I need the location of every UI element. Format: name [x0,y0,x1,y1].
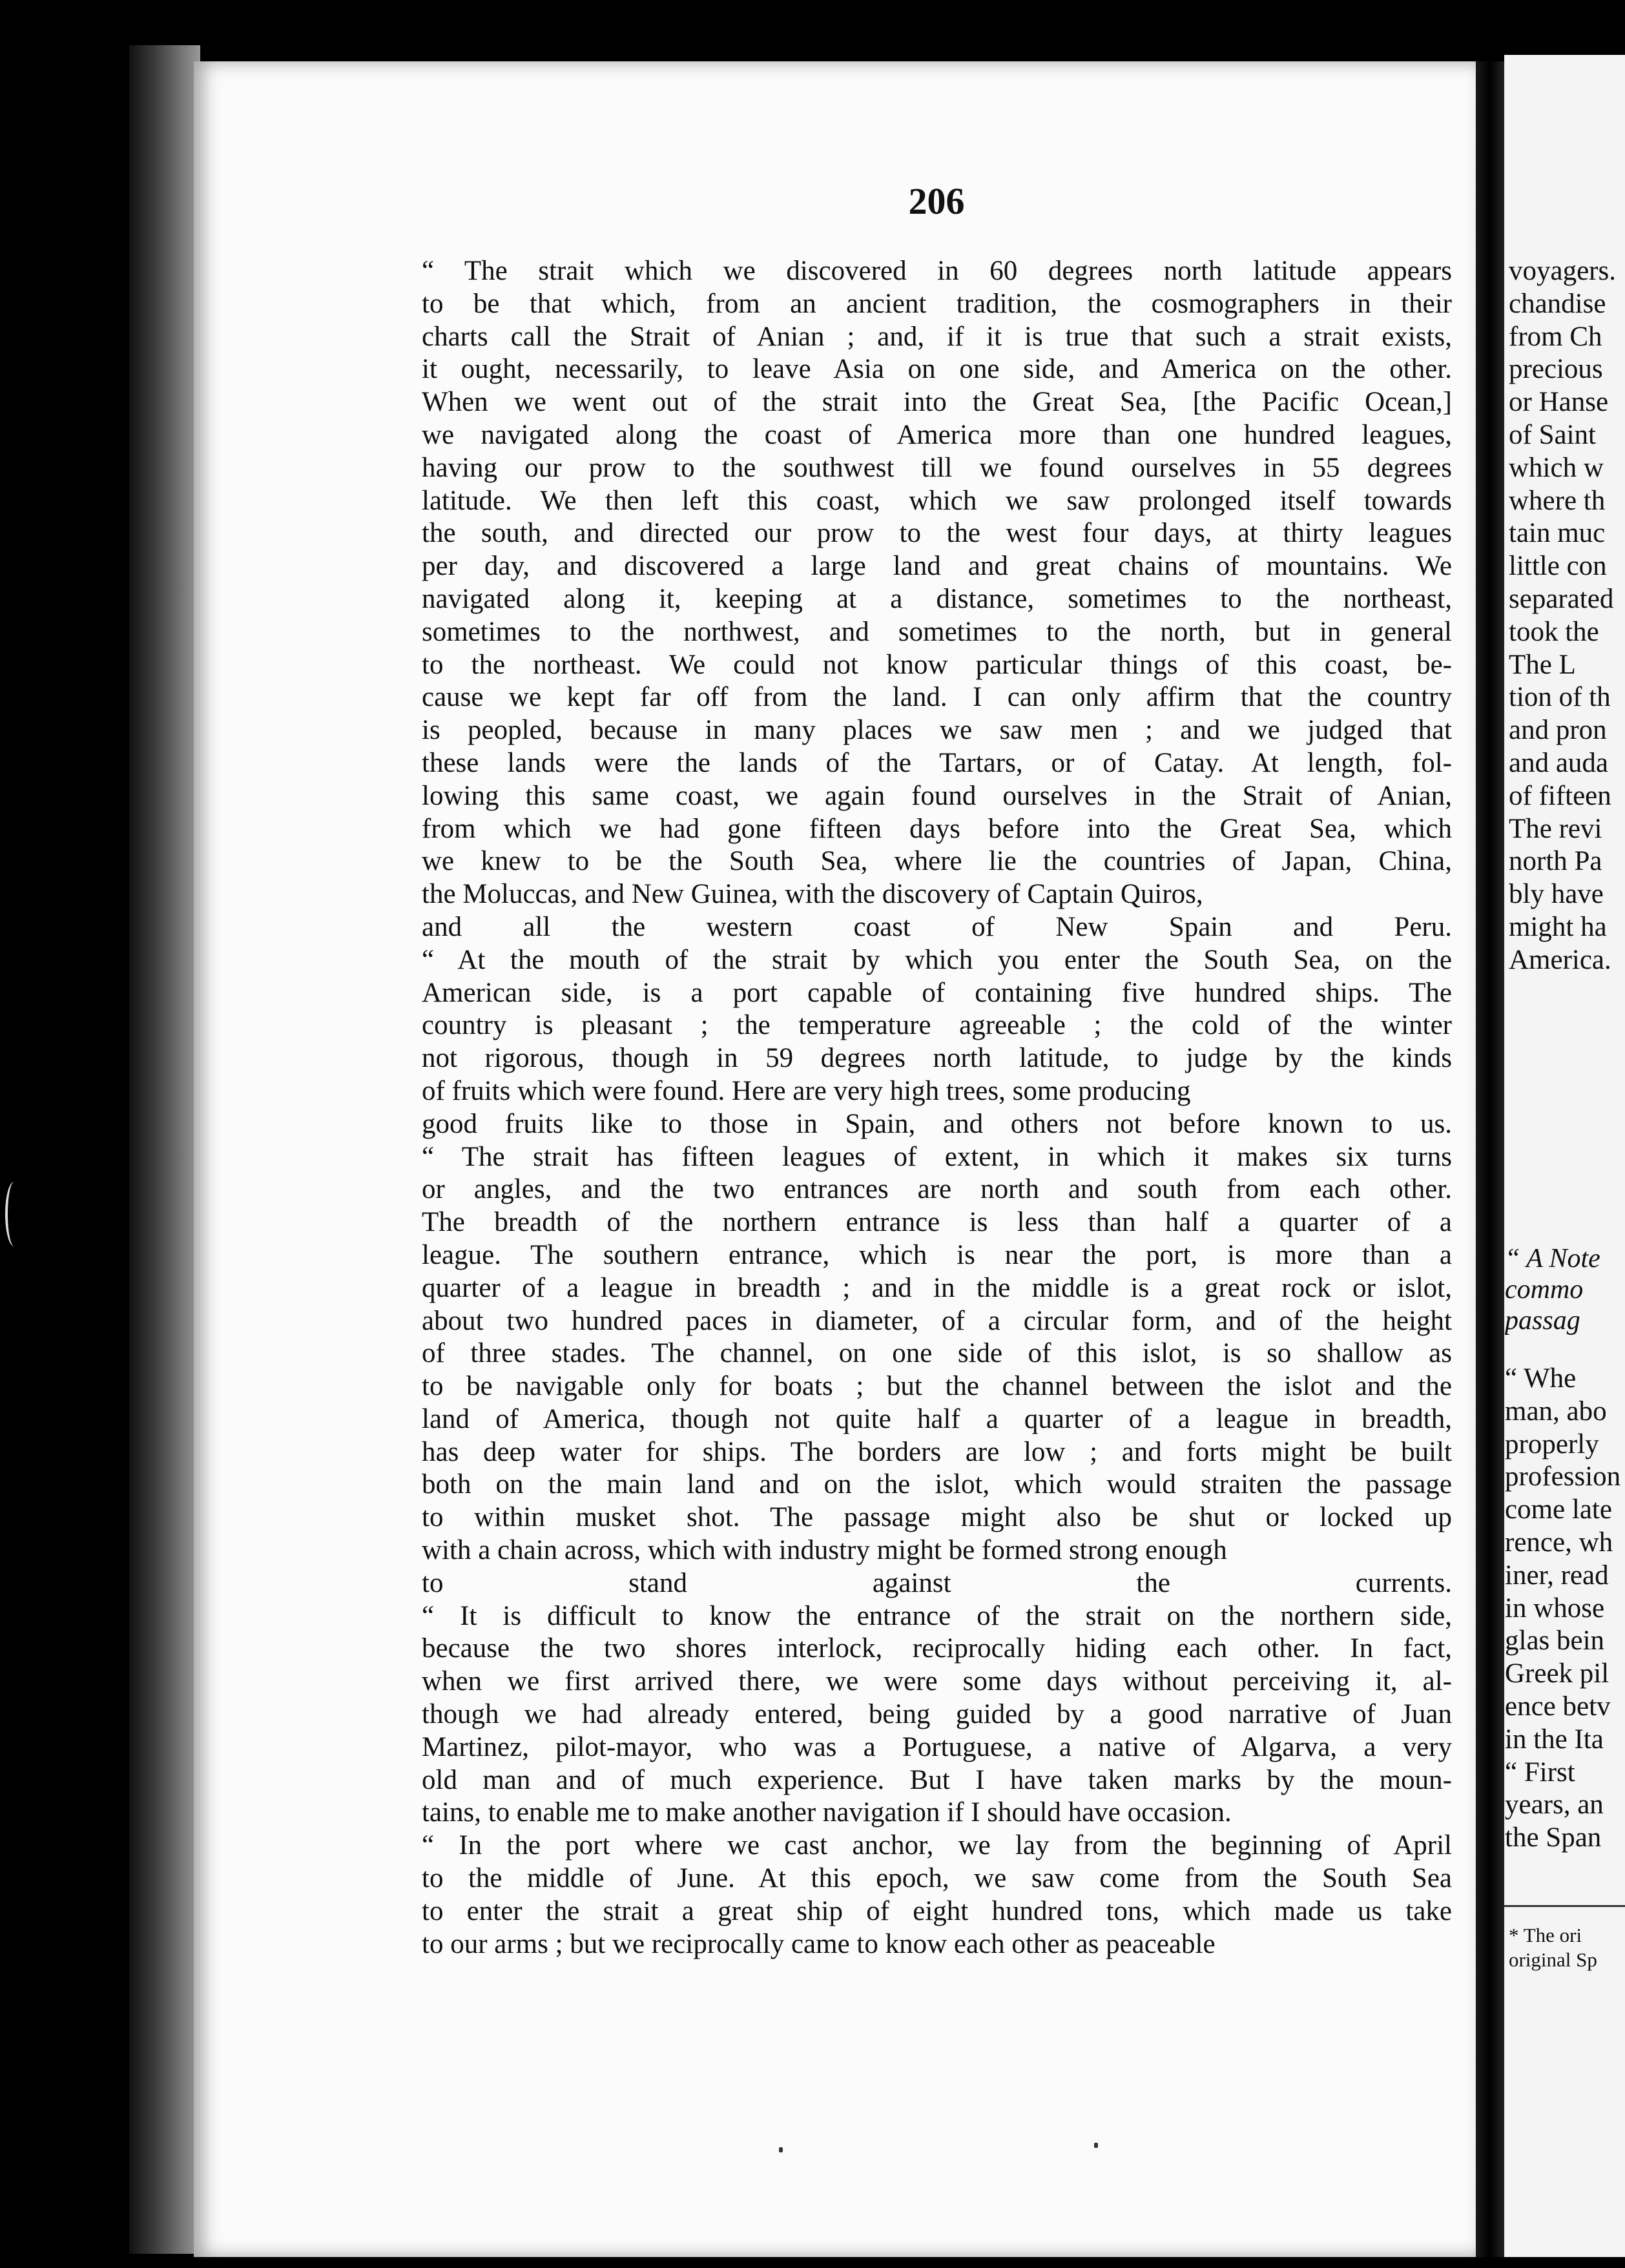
text-line: American side, is a port capable of containing five hundred ships. The [422,977,1452,1008]
note-body-line: in whose [1505,1593,1605,1624]
speck [779,2147,783,2152]
page-gutter [1476,61,1504,2257]
fragment-line: might ha [1509,911,1607,942]
text-line: when we first arrived there, we were some days without perceiving it, al- [422,1666,1452,1697]
fragment-line: precious [1509,354,1603,385]
text-line: Martinez, pilot-mayor, who was a Portuguese, a native of Algarva, a very [422,1731,1452,1762]
text-line: to the middle of June. At this epoch, we saw come from the South Sea [422,1863,1452,1894]
text-line: cause we kept far off from the land. I can only affirm that the country [422,682,1452,713]
text-line: charts call the Strait of Anian ; and, if it is true that such a strait exists, [422,321,1452,352]
main-text-block [422,255,1452,1961]
fragment-line: of fifteen [1509,780,1611,811]
fragment-line: tain muc [1509,518,1606,549]
note-heading-line: passag [1505,1306,1580,1335]
text-line: it ought, necessarily, to leave Asia on one side, and America on the other. [422,354,1452,385]
text-line: because the two shores interlock, reciprocally hiding each other. In fact, [422,1633,1452,1664]
fragment-line: or Hanse [1509,387,1609,418]
note-body-line: man, abo [1505,1396,1607,1427]
note-body-line: iner, read [1505,1560,1609,1591]
text-line: of fruits which were found. Here are very high trees, some producing [422,1075,1191,1106]
text-line: to stand against the currents. [422,1567,1452,1598]
footnote-rule [1504,1905,1625,1907]
fragment-line: north Pa [1509,846,1602,877]
text-line: though we had already entered, being guided by a good narrative of Juan [422,1699,1452,1730]
fragment-line: tion of th [1509,682,1611,713]
text-line: or angles, and the two entrances are north and south from each other. [422,1174,1452,1205]
text-line: we knew to be the South Sea, where lie the countries of Japan, China, [422,846,1452,877]
fragment-line: from Ch [1509,321,1602,352]
note-heading-line: commo [1505,1275,1584,1304]
text-line: When we went out of the strait into the Great Sea, [the Pacific Ocean,] [422,387,1452,418]
right-page-footnote [1509,1923,1625,1972]
fragment-line: and auda [1509,747,1609,778]
text-line: from which we had gone fifteen days before into the Great Sea, which [422,813,1452,844]
text-line: to be that which, from an ancient tradition, the cosmographers in their [422,288,1452,319]
right-page-note-heading [1505,1243,1625,1336]
text-line: about two hundred paces in diameter, of a circular form, and of the height [422,1305,1452,1336]
fragment-line: which w [1509,452,1604,483]
text-line: “ At the mouth of the strait by which you enter the South Sea, on the [422,944,1452,975]
text-line: land of America, though not quite half a quarter of a league in breadth, [422,1403,1452,1434]
text-line: to enter the strait a great ship of eight hundred tons, which made us take [422,1895,1452,1926]
text-line: to the northeast. We could not know particular things of this coast, be- [422,649,1452,680]
note-body-line: rence, wh [1505,1527,1613,1558]
fragment-line: where th [1509,485,1606,516]
text-line: not rigorous, though in 59 degrees north latitude, to judge by the kinds [422,1043,1452,1074]
text-line: is peopled, because in many places we saw men ; and we judged that [422,715,1452,746]
speck [1094,2143,1098,2148]
note-body-line: profession [1505,1461,1621,1492]
note-body-line: properly [1505,1428,1599,1459]
text-line: and all the western coast of New Spain and Peru. [422,911,1452,942]
scan-artifact [5,1182,23,1246]
page-number: 206 [908,180,965,222]
text-line: “ The strait which we discovered in 60 degrees north latitude appears [422,256,1452,286]
text-line: old man and of much experience. But I have taken marks by the moun- [422,1764,1452,1795]
fragment-line: took the [1509,616,1599,647]
note-body-line: Greek pil [1505,1658,1609,1689]
text-line: good fruits like to those in Spain, and others not before known to us. [422,1108,1452,1139]
text-line: we navigated along the coast of America more than one hundred leagues, [422,419,1452,450]
text-line: tains, to enable me to make another navigation if I should have occasion. [422,1797,1232,1828]
fragment-line: separated [1509,583,1614,614]
note-body-line: ence betv [1505,1691,1611,1722]
fragment-line: chandise [1509,288,1606,319]
note-body-line: come late [1505,1494,1612,1525]
note-body-line: glas bein [1505,1625,1605,1656]
fragment-line: America. [1509,944,1611,975]
fragment-line: voyagers. [1509,256,1616,286]
fragment-line: The revi [1509,813,1602,844]
note-body-line: in the Ita [1505,1724,1604,1755]
text-line: league. The southern entrance, which is near the port, is more than a [422,1239,1452,1270]
text-line: “ In the port where we cast anchor, we lay from the beginning of April [422,1830,1452,1861]
fragment-line: The L [1509,649,1576,680]
text-line: navigated along it, keeping at a distance, sometimes to the northeast, [422,583,1452,614]
text-line: per day, and discovered a large land and great chains of mountains. We [422,551,1452,582]
text-line: to be navigable only for boats ; but the channel between the islot and the [422,1371,1452,1402]
fragment-line: bly have [1509,879,1604,910]
note-body-line: years, an [1505,1789,1604,1820]
text-line: to within musket shot. The passage might also be shut or locked up [422,1502,1452,1533]
text-line: of three stades. The channel, on one side of this islot, is so shallow as [422,1338,1452,1369]
text-line: “ The strait has fifteen leagues of extent, in which it makes six turns [422,1141,1452,1172]
text-line: both on the main land and on the islot, which would straiten the passage [422,1469,1452,1500]
text-line: having our prow to the southwest till we found ourselves in 55 degrees [422,452,1452,483]
note-body-line: “ First [1505,1757,1575,1788]
text-line: quarter of a league in breadth ; and in the middle is a great rock or islot, [422,1272,1452,1303]
text-line: with a chain across, which with industry might be formed strong enough [422,1535,1227,1566]
text-line: to our arms ; but we reciprocally came to know each other as peaceable [422,1928,1216,1959]
note-heading-line: “ A Note [1505,1244,1600,1273]
text-line: country is pleasant ; the temperature agreeable ; the cold of the winter [422,1010,1452,1041]
text-line: “ It is difficult to know the entrance of the strait on the northern side, [422,1600,1452,1631]
text-line: the south, and directed our prow to the west four days, at thirty leagues [422,518,1452,549]
text-line: has deep water for ships. The borders are low ; and forts might be built [422,1436,1452,1467]
right-page-text-fragment [1509,255,1625,977]
fragment-line: of Saint [1509,419,1596,450]
text-line: latitude. We then left this coast, which we saw prolonged itself towards [422,485,1452,516]
note-body-line: “ Whe [1505,1363,1577,1394]
footnote-line: original Sp [1509,1948,1597,1971]
note-body-line: the Span [1505,1822,1602,1853]
text-line: the Moluccas, and New Guinea, with the discovery of Captain Quiros, [422,879,1203,910]
text-line: lowing this same coast, we again found ourselves in the Strait of Anian, [422,780,1452,811]
fragment-line: and pron [1509,715,1607,746]
text-line: The breadth of the northern entrance is less than half a quarter of a [422,1207,1452,1238]
right-page-note-body [1505,1363,1625,1855]
fragment-line: little con [1509,551,1607,582]
text-line: sometimes to the northwest, and sometimes to the north, but in general [422,616,1452,647]
binding-shadow [129,45,200,2254]
footnote-line: * The ori [1509,1924,1582,1946]
text-line: these lands were the lands of the Tartars, or of Catay. At length, fol- [422,747,1452,778]
